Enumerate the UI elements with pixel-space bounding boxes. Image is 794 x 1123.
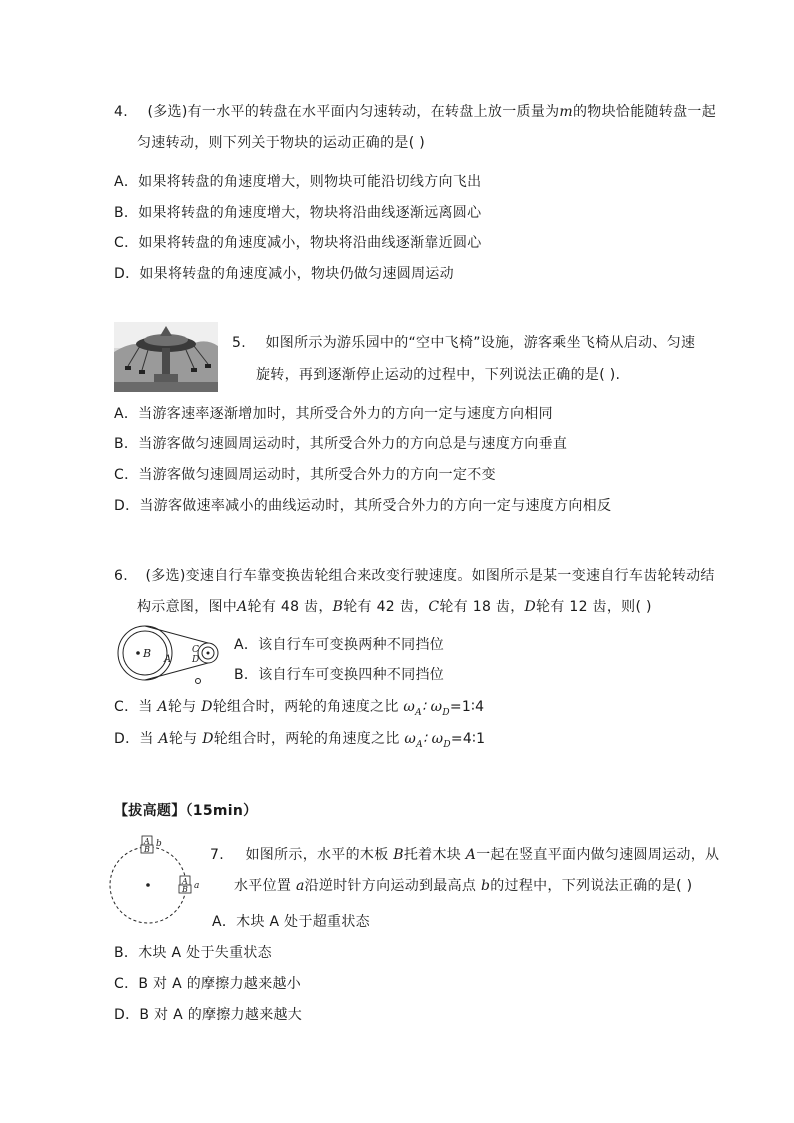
q5-line1: 5. 如图所示为游乐园中的“空中飞椅”设施，游客乘坐飞椅从启动、匀速 bbox=[232, 335, 696, 351]
q6-line1: 6. (多选)变速自行车靠变换齿轮组合来改变行驶速度。如图所示是某一变速自行车齿轮转动结 bbox=[114, 568, 715, 584]
point-b-label: b bbox=[156, 839, 162, 849]
swing-ride-photo bbox=[114, 322, 218, 392]
q7-number: 7. bbox=[210, 847, 224, 863]
q4-option-d: D．如果将转盘的角速度减小，物块仍做匀速圆周运动 bbox=[114, 266, 454, 282]
fig-label-a-right: A bbox=[182, 877, 188, 886]
q7-line2: 水平位置 a沿逆时针方向运动到最高点 b的过程中，下列说法正确的是( ) bbox=[234, 878, 693, 894]
q4-line1: 4. (多选)有一水平的转盘在水平面内匀速转动，在转盘上放一质量为m的物块恰能随转盘一起 bbox=[114, 104, 716, 120]
section-time: （15min） bbox=[185, 803, 258, 819]
q4-line2: 匀速转动，则下列关于物块的运动正确的是( ) bbox=[137, 135, 425, 151]
fig-label-b-top: B bbox=[144, 845, 150, 854]
circular-motion-diagram bbox=[110, 834, 210, 914]
q6-option-d: D．当 A轮与 D轮组合时，两轮的角速度之比 $\omega_A∶$ $\omega_D=4∶1$ bbox=[114, 731, 486, 750]
q6-line2: 构示意图，图中A轮有 48 齿，B轮有 42 齿，C轮有 18 齿，D轮有 12 齿，则( ) bbox=[137, 599, 652, 615]
q7-option-c: C．B 对 A 的摩擦力越来越小 bbox=[114, 976, 302, 992]
gear-label-c: C bbox=[192, 645, 199, 655]
section-title: 【拔高题】（15min） bbox=[114, 803, 258, 819]
q6-option-a: A．该自行车可变换两种不同挡位 bbox=[234, 637, 445, 653]
gear-label-b: B bbox=[143, 647, 152, 660]
q6-option-c: C．当 A轮与 D轮组合时，两轮的角速度之比 $\omega_A∶$ $\omega_D=1∶4$ bbox=[114, 699, 485, 718]
q4-option-a: A．如果将转盘的角速度增大，则物块可能沿切线方向飞出 bbox=[114, 174, 482, 190]
fig-label-a-top: A bbox=[144, 837, 150, 846]
q7-line1: 7. 如图所示，水平的木板 B托着木块 A一起在竖直平面内做匀速圆周运动，从 bbox=[210, 847, 720, 863]
q5-option-d: D．当游客做速率减小的曲线运动时，其所受合外力的方向一定与速度方向相反 bbox=[114, 498, 612, 514]
q4-number: 4. bbox=[114, 104, 128, 120]
q5-option-a: A．当游客速率逐渐增加时，其所受合外力的方向一定与速度方向相同 bbox=[114, 406, 553, 422]
q6-option-b: B．该自行车可变换四种不同挡位 bbox=[234, 667, 445, 683]
q4-option-b: B．如果将转盘的角速度增大，物块将沿曲线逐渐远离圆心 bbox=[114, 205, 482, 221]
gear-label-d: D bbox=[192, 655, 200, 665]
fig-label-b-right: B bbox=[182, 885, 188, 894]
q5-line2: 旋转，再到逐渐停止运动的过程中，下列说法正确的是( ). bbox=[256, 367, 621, 383]
q6-number: 6. bbox=[114, 568, 128, 584]
point-a-label: a bbox=[194, 881, 200, 891]
q5-number: 5. bbox=[232, 335, 246, 351]
q4-option-c: C．如果将转盘的角速度减小，物块将沿曲线逐渐靠近圆心 bbox=[114, 235, 482, 251]
q7-option-d: D．B 对 A 的摩擦力越来越大 bbox=[114, 1007, 303, 1023]
q7-option-b: B．木块 A 处于失重状态 bbox=[114, 945, 272, 961]
mass-symbol: m bbox=[559, 104, 573, 120]
q7-option-a: A．木块 A 处于超重状态 bbox=[212, 914, 370, 930]
q5-option-c: C．当游客做匀速圆周运动时，其所受合外力的方向一定不变 bbox=[114, 467, 496, 483]
gear-label-a: A bbox=[164, 654, 172, 665]
gear-diagram bbox=[112, 626, 232, 684]
q5-option-b: B．当游客做匀速圆周运动时，其所受合外力的方向总是与速度方向垂直 bbox=[114, 436, 568, 452]
